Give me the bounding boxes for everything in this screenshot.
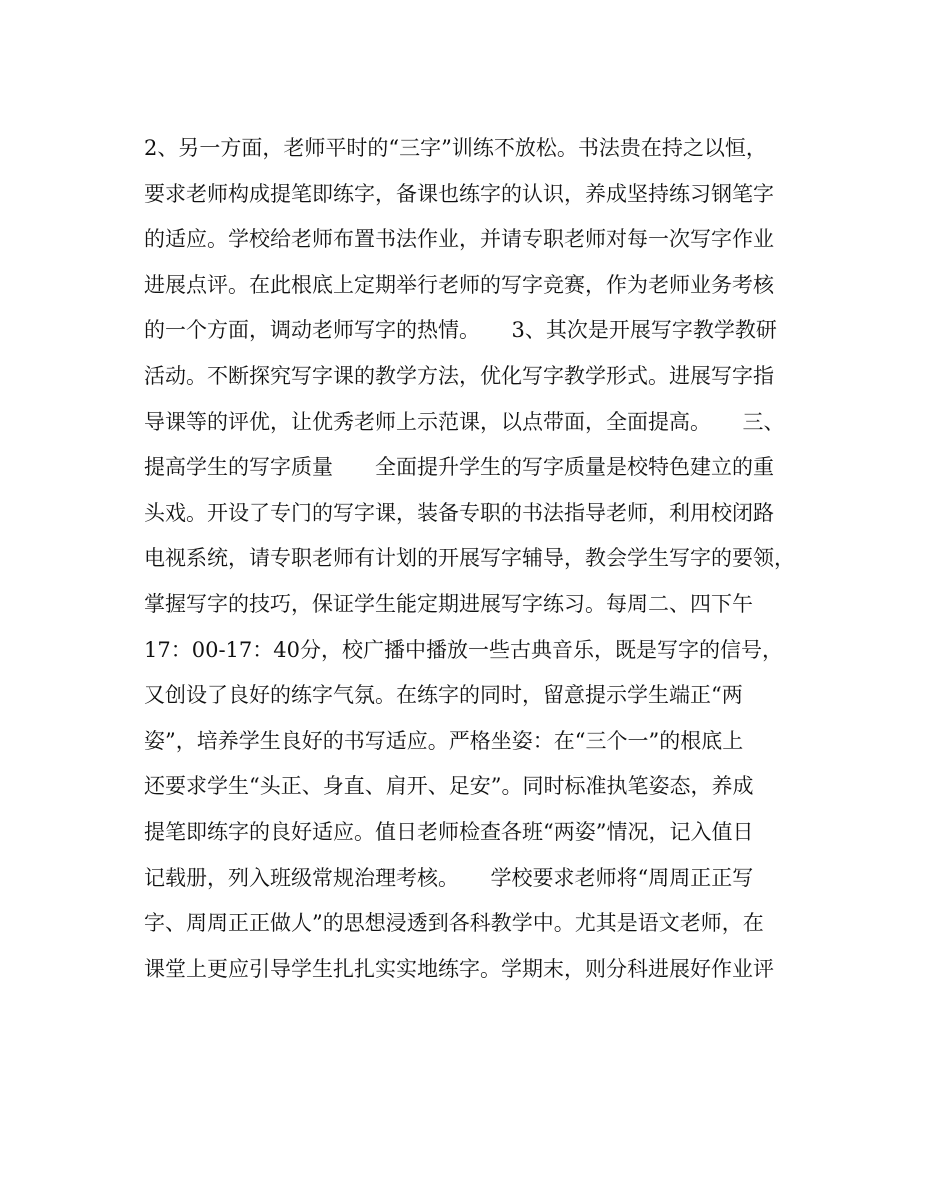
text-line: 的适应。学校给老师布置书法作业，并请专职老师对每一次写字作业 — [144, 227, 774, 252]
text-line: 提笔即练字的良好适应。值日老师检查各班“两姿”情况，记入值日 — [144, 819, 754, 844]
text-line: 姿”，培养学生良好的书写适应。严格坐姿：在“三个一”的根底上 — [144, 728, 744, 753]
text-line: 课堂上更应引导学生扎扎实实地练字。学期末，则分科进展好作业评 — [144, 956, 774, 981]
text-line: 导课等的评优，让优秀老师上示范课，以点带面，全面提高。 三、 — [144, 409, 785, 434]
text-line: 电视系统，请专职老师有计划的开展写字辅导，教会学生写字的要领， — [144, 546, 795, 571]
text-line: 要求老师构成提笔即练字，备课也练字的认识，养成坚持练习钢笔字 — [144, 181, 774, 206]
body-text — [144, 126, 824, 992]
text-line: 2、另一方面，老师平时的“三字”训练不放松。书法贵在持之以恒， — [144, 136, 767, 160]
text-line: 还要求学生“头正、身直、肩开、足安”。同时标准执笔姿态，养成 — [144, 774, 754, 799]
text-line: 掌握写字的技巧，保证学生能定期进展写字练习。每周二、四下午 — [144, 591, 753, 616]
text-line: 记载册，列入班级常规治理考核。 学校要求老师将“周周正正写 — [144, 865, 754, 890]
text-line: 又创设了良好的练字气氛。在练字的同时，留意提示学生端正“两 — [144, 683, 743, 708]
text-line: 字、周周正正做人”的思想浸透到各科教学中。尤其是语文老师，在 — [144, 911, 764, 936]
text-line: 提高学生的写字质量 全面提升学生的写字质量是校特色建立的重 — [144, 455, 774, 480]
text-line: 进展点评。在此根底上定期举行老师的写字竞赛，作为老师业务考核 — [144, 272, 774, 297]
text-line: 活动。不断探究写字课的教学方法，优化写字教学形式。进展写字指 — [144, 363, 774, 388]
text-line: 头戏。开设了专门的写字课，装备专职的书法指导老师，利用校闭路 — [144, 500, 774, 525]
text-line: 的一个方面，调动老师写字的热情。 3、其次是开展写字教学教研 — [144, 318, 777, 343]
text-line: 17：00-17：40分，校广播中播放一些古典音乐，既是写字的信号， — [144, 637, 783, 662]
